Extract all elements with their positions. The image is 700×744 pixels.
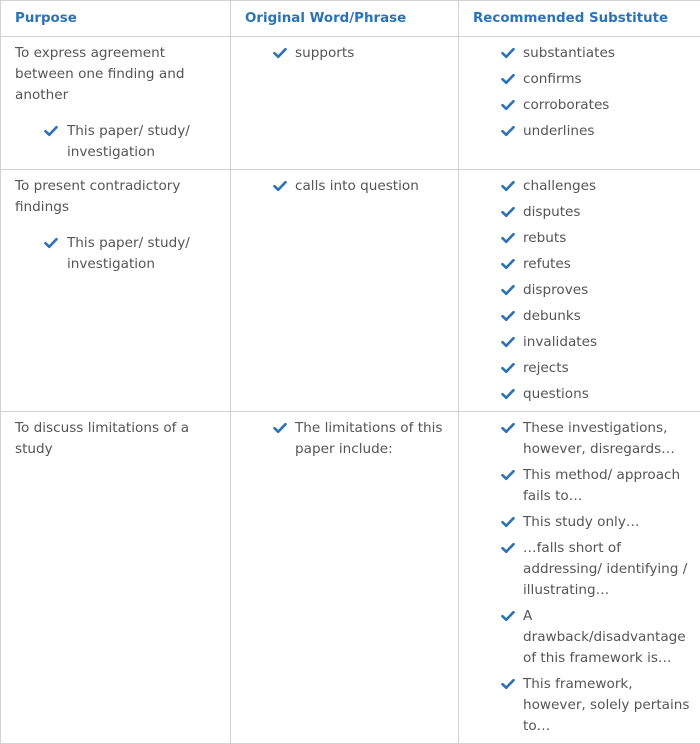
- purpose-cell: [1, 412, 231, 744]
- purpose-cell: [1, 170, 231, 412]
- purpose-list: [15, 121, 230, 163]
- substitute-text: A drawback/disadvantage of this framework is…: [523, 608, 686, 666]
- substitute-text: disputes: [523, 204, 581, 220]
- substitute-text: This framework, however, solely pertains to…: [523, 676, 690, 734]
- checkmark-icon: [501, 609, 515, 623]
- table-row: [1, 170, 700, 412]
- checkmark-icon: [501, 309, 515, 323]
- header-original: Original Word/Phrase: [231, 1, 459, 37]
- checkmark-icon: [501, 387, 515, 401]
- substitute-text: refutes: [523, 256, 571, 272]
- list-item: [459, 606, 700, 669]
- substitute-text: corroborates: [523, 97, 610, 113]
- header-row: [1, 1, 700, 37]
- substitute-text: substantiates: [523, 45, 615, 61]
- original-text: calls into question: [295, 178, 419, 194]
- substitute-text: disproves: [523, 282, 589, 298]
- list-item: [459, 228, 700, 249]
- substitute-cell: [459, 170, 700, 412]
- original-text: supports: [295, 45, 355, 61]
- original-cell: [231, 37, 459, 170]
- checkmark-icon: [501, 468, 515, 482]
- original-list: [231, 176, 458, 197]
- substitute-text: debunks: [523, 308, 581, 324]
- checkmark-icon: [501, 72, 515, 86]
- list-item: [459, 280, 700, 301]
- substitute-text: …falls short of addressing/ identifying / illustrating…: [523, 540, 688, 598]
- checkmark-icon: [501, 205, 515, 219]
- checkmark-icon: [501, 231, 515, 245]
- list-item: [15, 233, 230, 275]
- checkmark-icon: [501, 421, 515, 435]
- original-cell: [231, 170, 459, 412]
- substitute-text: underlines: [523, 123, 595, 139]
- checkmark-icon: [501, 515, 515, 529]
- substitute-text: rebuts: [523, 230, 567, 246]
- list-item: [231, 418, 458, 460]
- list-item: [15, 121, 230, 163]
- checkmark-icon: [501, 46, 515, 60]
- checkmark-icon: [501, 98, 515, 112]
- list-item: [231, 43, 458, 64]
- list-item: [459, 254, 700, 275]
- list-item: [459, 674, 700, 737]
- substitute-text: This study only…: [523, 514, 640, 530]
- checkmark-icon: [501, 335, 515, 349]
- purpose-text: To discuss limitations of a study: [15, 420, 190, 457]
- purpose-text: To express agreement between one finding and another: [15, 45, 185, 103]
- purpose-list: [15, 233, 230, 275]
- substitute-text: These investigations, however, disregards…: [523, 420, 675, 457]
- checkmark-icon: [273, 46, 287, 60]
- original-list: [231, 418, 458, 460]
- substitute-text: This method/ approach fails to…: [523, 467, 681, 504]
- substitute-text: invalidates: [523, 334, 598, 350]
- substitute-text: confirms: [523, 71, 582, 87]
- checkmark-icon: [44, 236, 58, 250]
- purpose-text: To present contradictory findings: [15, 178, 181, 215]
- list-item: [459, 538, 700, 601]
- checkmark-icon: [501, 124, 515, 138]
- original-text: The limitations of this paper include:: [295, 420, 443, 457]
- list-item: [459, 69, 700, 90]
- purpose-sub-text: This paper/ study/ investigation: [67, 235, 190, 272]
- list-item: [459, 418, 700, 460]
- substitute-list: [459, 418, 700, 737]
- list-item: [459, 43, 700, 64]
- list-item: [459, 384, 700, 405]
- header-purpose: Purpose: [1, 1, 231, 37]
- checkmark-icon: [501, 283, 515, 297]
- purpose-sub-text: This paper/ study/ investigation: [67, 123, 190, 160]
- list-item: [459, 202, 700, 223]
- list-item: [231, 176, 458, 197]
- list-item: [459, 512, 700, 533]
- purpose-cell: [1, 37, 231, 170]
- table-row: [1, 37, 700, 170]
- checkmark-icon: [501, 361, 515, 375]
- header-substitute: Recommended Substitute: [459, 1, 700, 37]
- substitute-cell: [459, 412, 700, 744]
- checkmark-icon: [273, 421, 287, 435]
- checkmark-icon: [273, 179, 287, 193]
- substitute-list: [459, 176, 700, 405]
- checkmark-icon: [501, 541, 515, 555]
- list-item: [459, 332, 700, 353]
- substitute-text: questions: [523, 386, 589, 402]
- list-item: [459, 176, 700, 197]
- list-item: [459, 95, 700, 116]
- list-item: [459, 465, 700, 507]
- checkmark-icon: [501, 179, 515, 193]
- substitute-list: [459, 43, 700, 142]
- list-item: [459, 358, 700, 379]
- substitute-text: challenges: [523, 178, 597, 194]
- table-row: [1, 412, 700, 744]
- list-item: [459, 121, 700, 142]
- substitute-text: rejects: [523, 360, 569, 376]
- original-cell: [231, 412, 459, 744]
- list-item: [459, 306, 700, 327]
- checkmark-icon: [501, 257, 515, 271]
- original-list: [231, 43, 458, 64]
- substitute-cell: [459, 37, 700, 170]
- checkmark-icon: [501, 677, 515, 691]
- checkmark-icon: [44, 124, 58, 138]
